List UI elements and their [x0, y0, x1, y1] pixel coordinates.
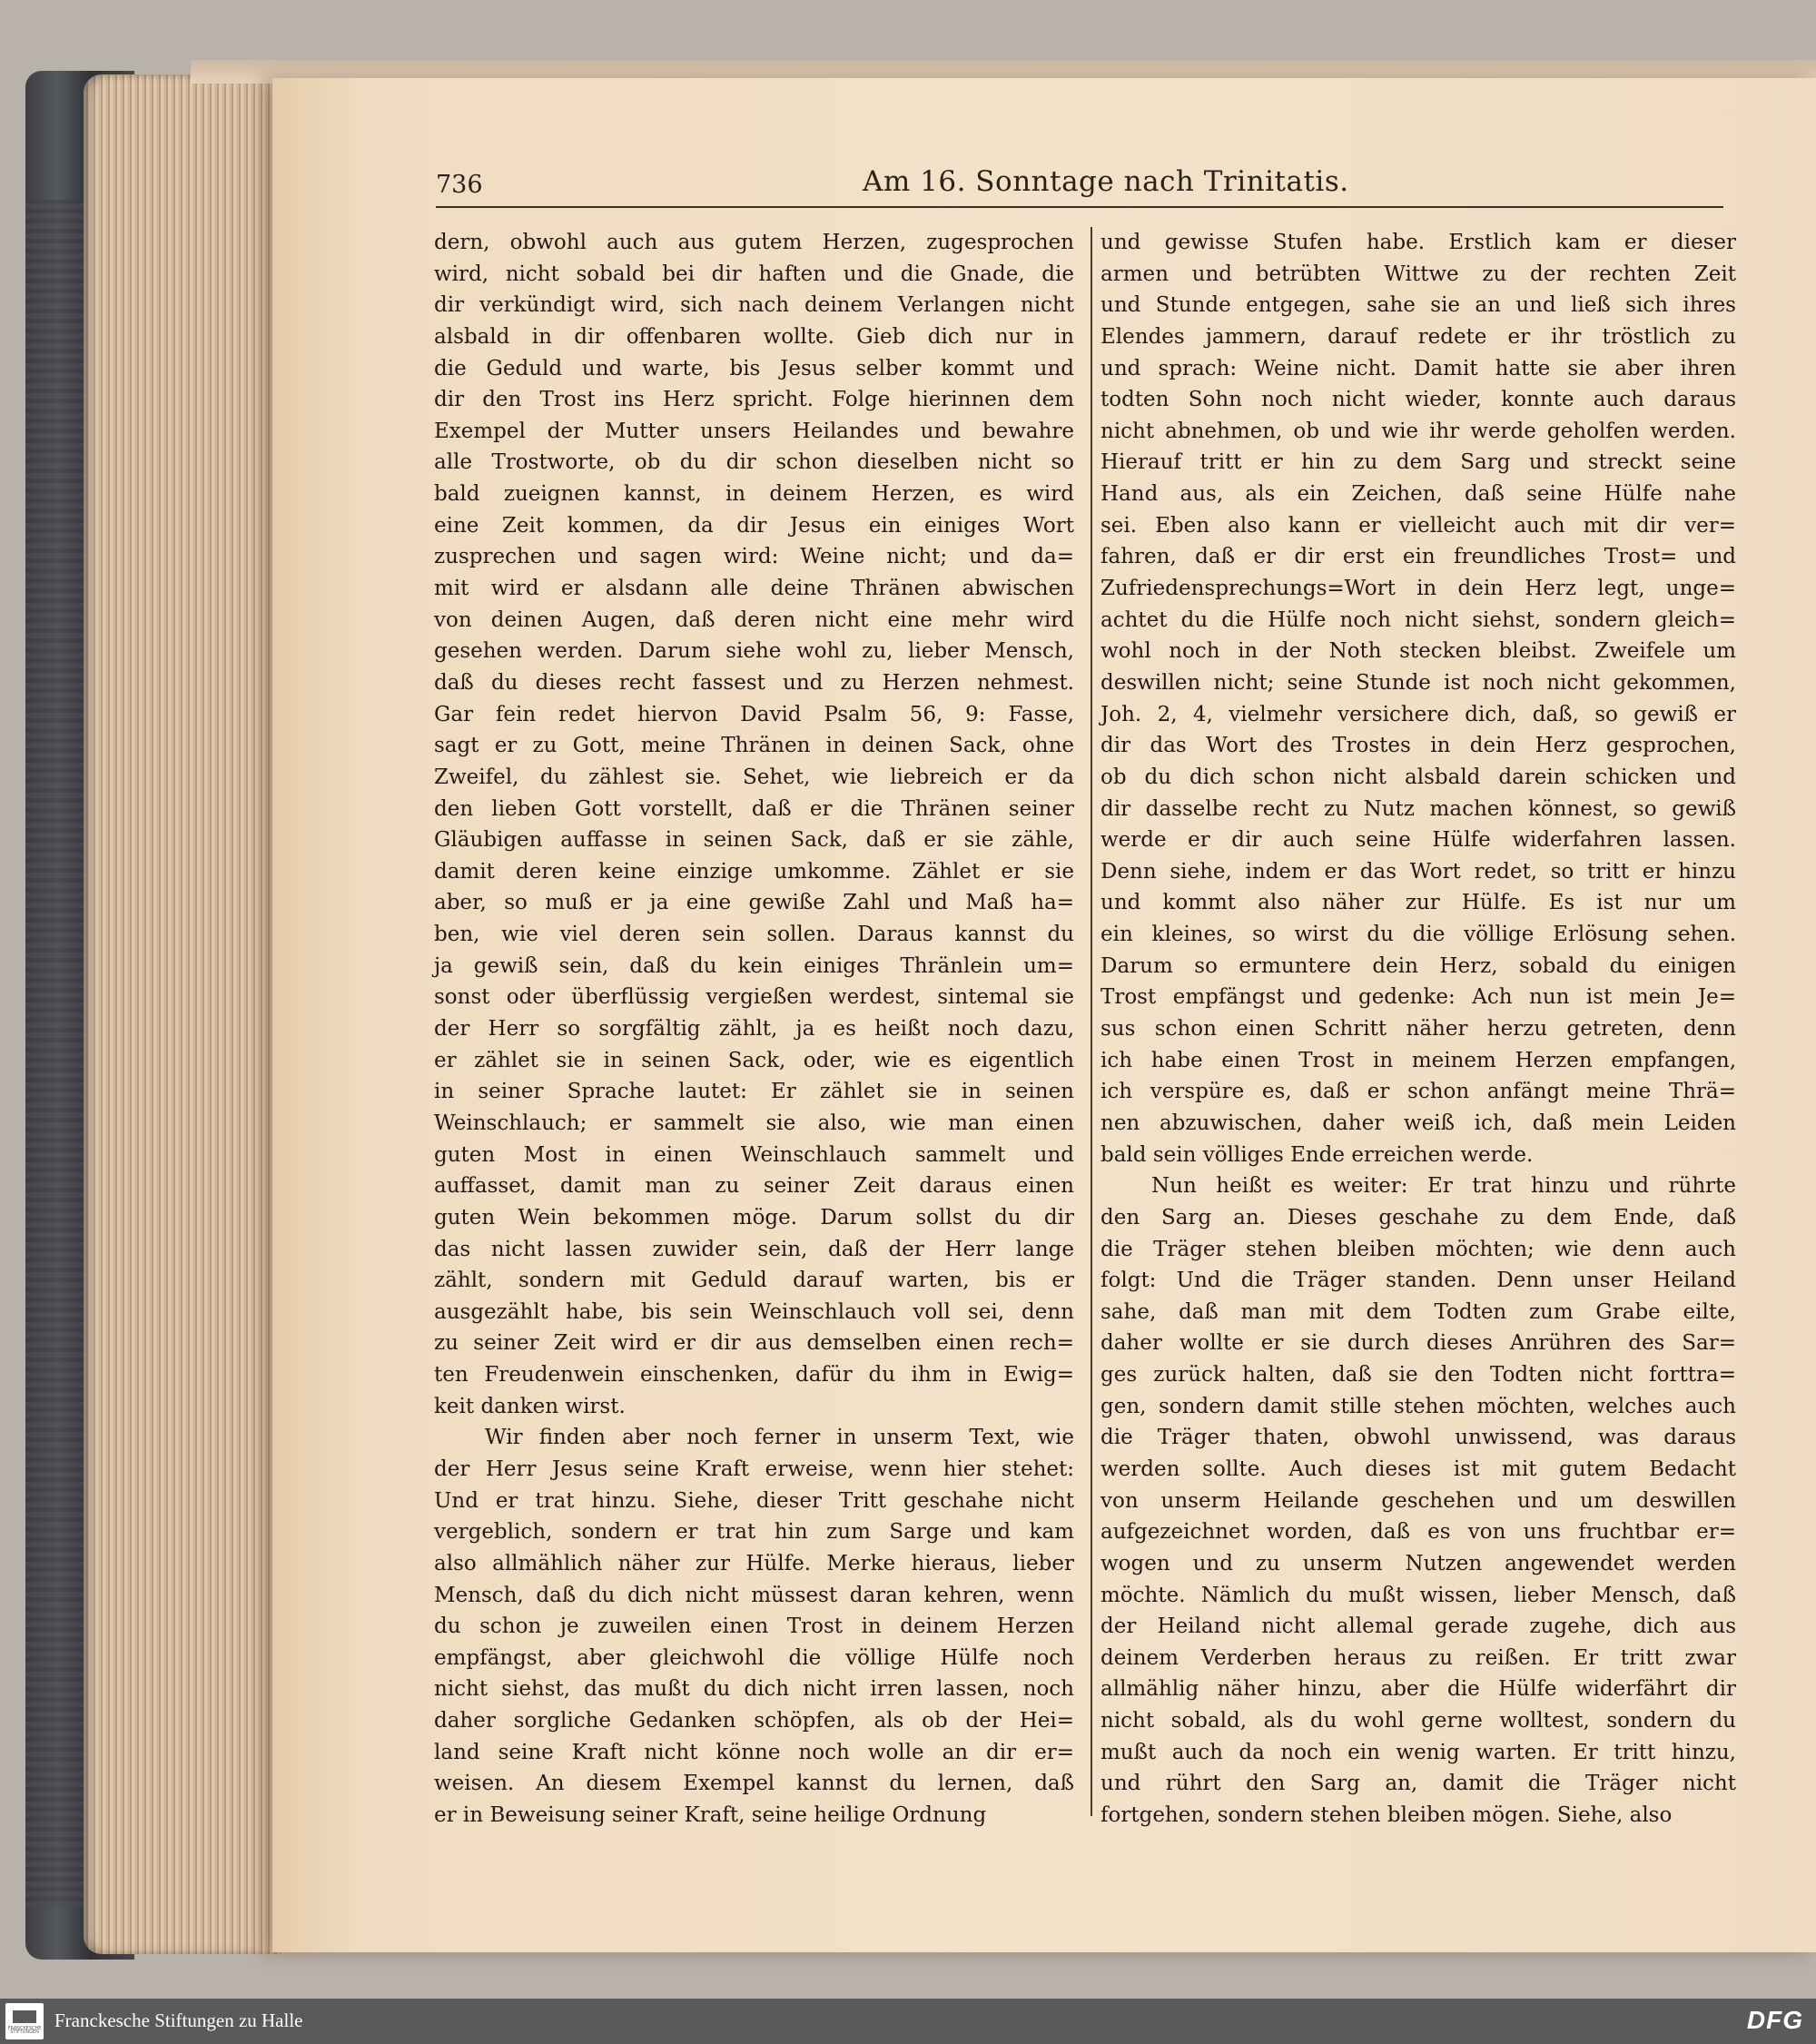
running-head: Am 16. Sonntage nach Trinitatis.	[863, 165, 1349, 198]
text-line: deinem Verderben heraus zu reißen. Er tritt zwar	[1100, 1645, 1736, 1670]
text-line: der Herr so sorgfältig zählt, ja es heißt noch dazu,	[434, 1017, 1074, 1042]
text-line: sahe, daß man mit dem Todten zum Grabe eilte,	[1100, 1299, 1736, 1324]
text-line: werde er dir auch seine Hülfe widerfahren lassen.	[1100, 828, 1736, 853]
text-line: die Träger thaten, obwohl unwissend, was daraus	[1100, 1426, 1736, 1450]
text-line: zu seiner Zeit wird er dir aus demselben einen rech=	[434, 1331, 1074, 1356]
text-line: und sprach: Weine nicht. Damit hatte sie aber ihren	[1100, 356, 1736, 380]
text-line: Und er trat hinzu. Siehe, dieser Tritt geschahe nicht	[434, 1488, 1074, 1513]
footer-bar	[0, 1999, 1816, 2044]
text-line: land seine Kraft nicht könne noch wolle an dir er=	[434, 1740, 1074, 1764]
text-line: daher wollte er sie durch dieses Anrühren des Sar=	[1100, 1331, 1736, 1356]
institution-logo	[5, 2003, 44, 2039]
text-line: vergeblich, sondern er trat hin zum Sarge und kam	[434, 1520, 1074, 1545]
page-number: 736	[436, 171, 483, 199]
text-line: fahren, daß er dir erst ein freundliches Trost= und	[1100, 545, 1736, 569]
text-line: sagt er zu Gott, meine Thränen in deinen Sack, ohne	[434, 734, 1074, 758]
text-column-right	[1100, 227, 1736, 1832]
text-line: in seiner Sprache lautet: Er zählet sie in seinen	[434, 1080, 1074, 1104]
text-line: nicht siehst, das mußt du dich nicht irren lassen, noch	[434, 1677, 1074, 1702]
text-line: zählt, sondern mit Geduld darauf warten, bis er	[434, 1269, 1074, 1293]
text-line: sus schon einen Schritt näher herzu getreten, denn	[1100, 1017, 1736, 1042]
text-line: Darum so ermuntere dein Herz, sobald du einigen	[1100, 953, 1736, 978]
text-line: Gar fein redet hiervon David Psalm 56, 9: Fasse,	[434, 702, 1074, 726]
text-line: Zufriedensprechungs=Wort in dein Herz legt, unge=	[1100, 577, 1736, 601]
text-line: daß du dieses recht fassest und zu Herzen nehmest.	[434, 670, 1074, 695]
logo-text: FRANCKESCHE STIFTUNGEN	[7, 2026, 42, 2035]
text-line: von deinen Augen, daß deren nicht eine mehr wird	[434, 607, 1074, 632]
text-line: Zweifel, du zählest sie. Sehet, wie liebreich er da	[434, 765, 1074, 789]
text-line: von unserm Heilande geschehen und um deswillen	[1100, 1488, 1736, 1513]
page-edges	[84, 74, 281, 1954]
text-line: möchte. Nämlich du mußt wissen, lieber Mensch, daß	[1100, 1583, 1736, 1607]
text-line: guten Most in einen Weinschlauch sammelt und	[434, 1142, 1074, 1167]
text-line: und rührt den Sarg an, damit die Träger nicht	[1100, 1772, 1736, 1796]
text-line: Joh. 2, 4, vielmehr versichere dich, daß, so gewiß er	[1100, 702, 1736, 726]
text-line: ein kleines, so wirst du die völlige Erlösung sehen.	[1100, 923, 1736, 947]
text-line: dir dasselbe recht zu Nutz machen könnest, so gewiß	[1100, 796, 1736, 821]
text-line: und kommt also näher zur Hülfe. Es ist nur um	[1100, 891, 1736, 915]
text-line: und Stunde entgegen, sahe sie an und ließ sich ihres	[1100, 293, 1736, 318]
text-line: auffasset, damit man zu seiner Zeit daraus einen	[434, 1174, 1074, 1199]
text-line: dern, obwohl auch aus gutem Herzen, zugesprochen	[434, 231, 1074, 254]
text-line: er zählet sie in seinen Sack, oder, wie es eigentlich	[434, 1048, 1074, 1072]
text-line: gesehen werden. Darum siehe wohl zu, lieber Mensch,	[434, 639, 1074, 664]
text-line: du schon je zuweilen einen Trost in deinem Herzen	[434, 1614, 1074, 1639]
text-line: ben, wie viel deren sein sollen. Daraus kannst du	[434, 923, 1074, 947]
text-line: der Herr Jesus seine Kraft erweise, wenn hier stehet:	[434, 1456, 1074, 1481]
text-line: damit deren keine einzige umkomme. Zählet er sie	[434, 859, 1074, 884]
text-line: Nun heißt es weiter: Er trat hinzu und rührte	[1151, 1174, 1736, 1199]
text-line: er in Beweisung seiner Kraft, seine heilige Ordnung	[434, 1803, 987, 1828]
text-line: wird, nicht sobald bei dir haften und die Gnade, die	[434, 262, 1074, 286]
text-line: ob du dich schon nicht alsbald darein schicken und	[1100, 765, 1736, 789]
text-line: die Geduld und warte, bis Jesus selber kommt und	[434, 356, 1074, 380]
text-line: alle Trostworte, ob du dir schon dieselben nicht so	[434, 450, 1074, 475]
text-line: wogen und zu unserm Nutzen angewendet werden	[1100, 1551, 1736, 1575]
column-divider	[1091, 227, 1092, 1816]
text-line: empfängst, aber gleichwohl die völlige Hülfe noch	[434, 1645, 1074, 1670]
text-line: mit wird er alsdann alle deine Thränen abwischen	[434, 577, 1074, 601]
text-line: den Sarg an. Dieses geschahe zu dem Ende, daß	[1100, 1205, 1736, 1229]
text-line: ges zurück halten, daß sie den Todten nicht forttra=	[1100, 1363, 1736, 1387]
text-line: ich verspüre es, daß er schon anfängt meine Thrä=	[1100, 1080, 1736, 1104]
text-line: wohl noch in der Noth stecken bleibst. Zweifele um	[1100, 639, 1736, 664]
text-line: der Heiland nicht allemal gerade zugehe, dich aus	[1100, 1614, 1736, 1639]
text-line: den lieben Gott vorstellt, daß er die Thränen seiner	[434, 796, 1074, 821]
text-line: eine Zeit kommen, da dir Jesus ein einiges Wort	[434, 513, 1074, 538]
text-line: zusprechen und sagen wird: Weine nicht; und da=	[434, 545, 1074, 569]
text-line: Denn siehe, indem er das Wort redet, so tritt er hinzu	[1100, 859, 1736, 884]
text-line: Gläubigen auffasse in seinen Sack, daß er sie zähle,	[434, 828, 1074, 853]
text-line: die Träger stehen bleiben möchten; wie denn auch	[1100, 1237, 1736, 1261]
text-line: nicht abnehmen, ob und wie ihr werde geholfen werden.	[1100, 419, 1736, 443]
text-line: daher sorgliche Gedanken schöpfen, als ob der Hei=	[434, 1709, 1074, 1733]
text-line: also allmählich näher zur Hülfe. Merke hieraus, lieber	[434, 1551, 1074, 1575]
text-line: Mensch, daß du dich nicht müssest daran kehren, wenn	[434, 1583, 1074, 1607]
text-line: ausgezählt habe, bis sein Weinschlauch voll sei, denn	[434, 1299, 1074, 1324]
text-line: Elendes jammern, darauf redete er ihr tröstlich zu	[1100, 324, 1736, 349]
text-line: Hand aus, als ein Zeichen, daß seine Hülfe nahe	[1100, 482, 1736, 507]
text-line: ich habe einen Trost in meinem Herzen empfangen,	[1100, 1048, 1736, 1072]
text-line: dir das Wort des Trostes in dein Herz gesprochen,	[1100, 734, 1736, 758]
text-line: das nicht lassen zuwider sein, daß der Herr lange	[434, 1237, 1074, 1261]
text-line: Wir finden aber noch ferner in unserm Text, wie	[485, 1426, 1074, 1450]
text-line: Hierauf tritt er hin zu dem Sarg und streckt seine	[1100, 450, 1736, 475]
text-line: folgt: Und die Träger standen. Denn unser Heiland	[1100, 1269, 1736, 1293]
header-rule	[436, 206, 1723, 208]
text-line: sei. Eben also kann er vielleicht auch mit dir ver=	[1100, 513, 1736, 538]
text-line: werden sollte. Auch dieses ist mit gutem Bedacht	[1100, 1456, 1736, 1481]
text-line: ja gewiß sein, daß du kein einiges Thränlein um=	[434, 953, 1074, 978]
text-line: Weinschlauch; er sammelt sie also, wie man einen	[434, 1111, 1074, 1135]
text-line: bald zueignen kannst, in deinem Herzen, es wird	[434, 482, 1074, 507]
text-line: nicht sobald, als du wohl gerne wolltest, sondern du	[1100, 1709, 1736, 1733]
text-line: Trost empfängst und gedenke: Ach nun ist mein Je=	[1100, 985, 1736, 1010]
text-line: sonst oder überflüssig vergießen werdest, sintemal sie	[434, 985, 1074, 1010]
text-line: guten Wein bekommen möge. Darum sollst du dir	[434, 1205, 1074, 1229]
text-line: dir den Trost ins Herz spricht. Folge hierinnen dem	[434, 388, 1074, 412]
text-line: deswillen nicht; seine Stunde ist noch nicht gekommen,	[1100, 670, 1736, 695]
text-line: aufgezeichnet worden, daß es von uns fruchtbar er=	[1100, 1520, 1736, 1545]
dfg-logo: DFG	[1746, 2006, 1803, 2034]
text-line: weisen. An diesem Exempel kannst du lernen, daß	[434, 1772, 1074, 1796]
text-column-left	[434, 227, 1074, 1832]
text-line: alsbald in dir offenbaren wollte. Gieb dich nur in	[434, 324, 1074, 349]
text-line: dir verkündigt wird, sich nach deinem Verlangen nicht	[434, 293, 1074, 318]
footer-institution-name: Franckesche Stiftungen zu Halle	[54, 2009, 303, 2031]
text-line: Exempel der Mutter unsers Heilandes und bewahre	[434, 419, 1074, 443]
text-line: allmählig näher hinzu, aber die Hülfe widerfährt dir	[1100, 1677, 1736, 1702]
text-line: ten Freudenwein einschenken, dafür du ihm in Ewig=	[434, 1363, 1074, 1387]
text-line: gen, sondern damit stille stehen möchten, welches auch	[1100, 1394, 1736, 1418]
text-line: aber, so muß er ja eine gewiße Zahl und Maß ha=	[434, 891, 1074, 915]
text-line: nen abzuwischen, daher weiß ich, daß mein Leiden	[1100, 1111, 1736, 1135]
text-line: und gewisse Stufen habe. Erstlich kam er dieser	[1100, 231, 1736, 254]
text-line: achtet du die Hülfe noch nicht siehst, sondern gleich=	[1100, 607, 1736, 632]
text-line: bald sein völliges Ende erreichen werde.	[1100, 1142, 1534, 1167]
text-line: keit danken wirst.	[434, 1394, 626, 1418]
text-line: armen und betrübten Wittwe zu der rechten Zeit	[1100, 262, 1736, 286]
text-line: fortgehen, sondern stehen bleiben mögen. Siehe, also	[1100, 1803, 1673, 1828]
text-line: mußt auch da noch ein wenig warten. Er tritt hinzu,	[1100, 1740, 1736, 1764]
text-line: todten Sohn noch nicht wieder, konnte auch daraus	[1100, 388, 1736, 412]
